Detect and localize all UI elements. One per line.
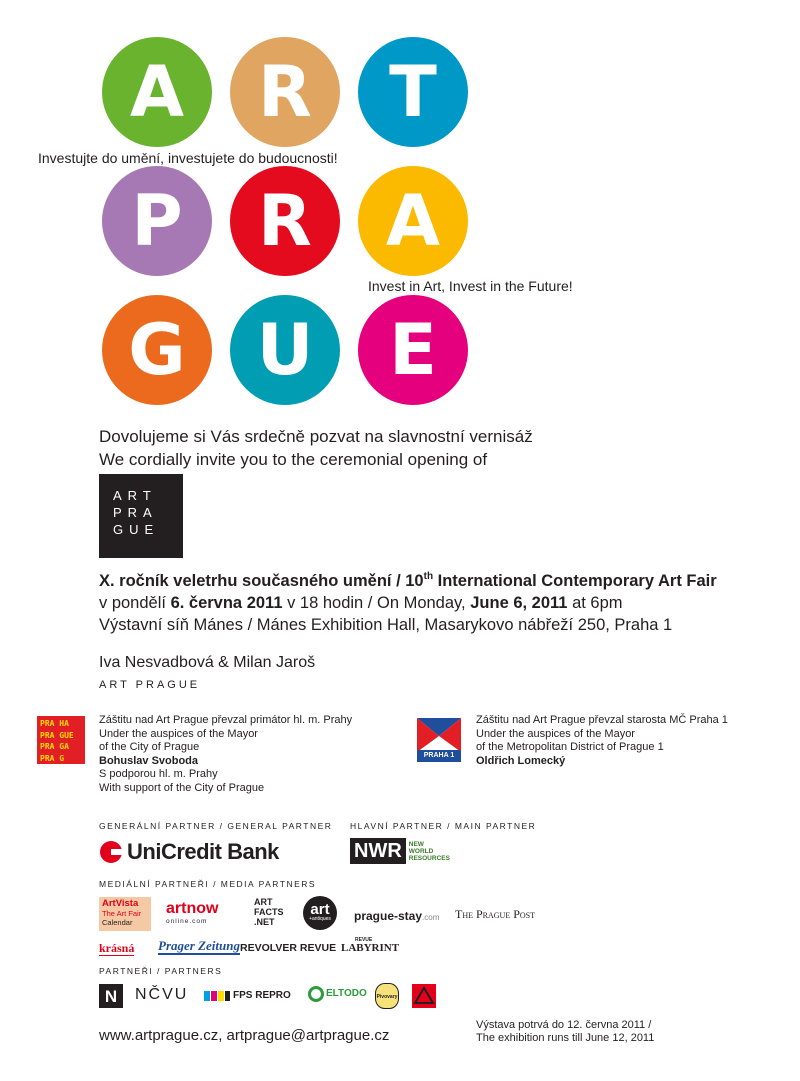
circle-letter: R: [230, 166, 340, 276]
artfacts-line: .NET: [254, 917, 275, 927]
krasna-logo: krásná: [99, 941, 135, 955]
labyrint-text: LABYRINT: [341, 942, 400, 954]
nwr-logo: [350, 838, 450, 864]
event-title-part: International Contemporary Art Fair: [433, 572, 717, 590]
circle-letter: A: [102, 37, 212, 147]
event-date-part: at 6pm: [567, 594, 623, 612]
organizers-sub: ART PRAGUE: [99, 679, 201, 691]
footer-note: [476, 1019, 654, 1045]
event-date: [99, 592, 717, 614]
n-logo: N: [99, 984, 123, 1008]
auspices-left: [99, 714, 352, 795]
unicredit-icon: [99, 840, 125, 864]
fps-text: FPS REPRO: [233, 990, 291, 1001]
auspices-line: Under the auspices of the Mayor: [99, 727, 258, 740]
circle-letter: P: [102, 166, 212, 276]
art-antiques-text: art: [310, 901, 330, 918]
event-date-part: v pondělí: [99, 594, 171, 612]
artfacts-line: FACTS: [254, 907, 284, 917]
artnow-logo: [166, 901, 218, 926]
eltodo-logo: [308, 986, 367, 1002]
auspices-line: With support of the City of Prague: [99, 781, 265, 794]
praha-city-logo: [37, 716, 85, 764]
event-date-cz: 6. června 2011: [170, 594, 283, 612]
eltodo-text: ELTODO: [326, 988, 367, 999]
circle-letter: A: [358, 166, 468, 276]
section-partners: PARTNEŘI / PARTNERS: [99, 966, 223, 976]
praha-logo-line: PRA G: [40, 753, 65, 763]
pivovary-logo: Pivovary: [375, 983, 399, 1009]
prager-zeitung-logo: Prager Zeitung: [158, 938, 240, 953]
footer-note-line: The exhibition runs till June 12, 2011: [476, 1032, 655, 1044]
fps-repro-logo: [204, 991, 291, 1001]
auspices-line: Záštitu nad Art Prague převzal starosta MČ Praha 1: [476, 714, 728, 726]
circle-letter: R: [230, 37, 340, 147]
event-title: [99, 570, 717, 592]
auspices-line: Záštitu nad Art Prague převzal primátor hl. m. Prahy: [99, 714, 353, 726]
artvista-logo: [99, 897, 151, 931]
auspices-line: of the Metropolitan District of Prague 1: [476, 741, 664, 753]
logo-line: GUE: [113, 522, 160, 537]
revolver-revue-logo: REVOLVER REVUE: [240, 942, 337, 954]
footer-note-line: Výstava potrvá do 12. června 2011 /: [476, 1019, 652, 1031]
auspices-line: S podporou hl. m. Prahy: [99, 768, 218, 780]
artnow-text: artnow: [166, 900, 219, 917]
prague-stay-text: prague-stay: [354, 909, 423, 923]
praha-logo-line: PRA GUE: [40, 730, 74, 740]
artvista-line: The Art Fair: [102, 908, 142, 918]
section-general-partner: GENERÁLNÍ PARTNER / GENERAL PARTNER: [99, 821, 333, 831]
invite-en: We cordially invite you to the ceremonial opening of: [99, 450, 488, 469]
event-title-sup: th: [423, 571, 434, 582]
section-main-partner: HLAVNÍ PARTNER / MAIN PARTNER: [350, 821, 537, 831]
unicredit-text: UniCredit Bank: [127, 839, 279, 864]
prague-stay-sub: .com: [422, 913, 440, 922]
nwr-subtext: [409, 841, 450, 862]
art-antiques-sub: +antiques: [309, 916, 331, 922]
nwr-sub-line: RESOURCES: [408, 854, 450, 862]
circle-letter: T: [358, 37, 468, 147]
artvista-title: ArtVista: [102, 898, 139, 909]
tagline-cz: Investujte do umění, investujete do budoucnosti!: [38, 150, 338, 166]
praha1-label: PRAHA 1: [417, 750, 461, 762]
event-date-part: v 18 hodin / On Monday,: [282, 594, 471, 612]
auspices-name: Bohuslav Svoboda: [99, 754, 199, 767]
labyrint-logo: [341, 938, 399, 954]
tagline-en: Invest in Art, Invest in the Future!: [368, 278, 573, 294]
prague-post-logo: The Prague Post: [455, 907, 536, 921]
logo-line: PRA: [113, 505, 158, 520]
nwr-sub-line: WORLD: [408, 847, 434, 855]
organizers: Iva Nesvadbová & Milan Jaroš: [99, 654, 316, 671]
fps-color-bars-icon: [204, 991, 230, 1001]
circle-letter: G: [102, 295, 212, 405]
event-details: [99, 570, 717, 636]
auspices-right: [476, 714, 728, 768]
circle-letter: E: [358, 295, 468, 405]
praha-logo-line: PRA GA: [40, 742, 69, 751]
event-venue: Výstavní síň Mánes / Mánes Exhibition Hall, Masarykovo nábřeží 250, Praha 1: [99, 616, 673, 634]
praha-logo-line: PRA HA: [40, 719, 69, 728]
art-antiques-logo: [303, 896, 337, 930]
invite-cz: Dovolujeme si Vás srdečně pozvat na slavnostní vernisáž: [99, 427, 533, 446]
circle-letter: U: [230, 295, 340, 405]
red-triangle-logo: [412, 984, 436, 1008]
artfacts-logo: [254, 897, 284, 927]
unicredit-logo: [99, 839, 279, 865]
footer-contact: www.artprague.cz, artprague@artprague.cz: [99, 1027, 390, 1044]
prague-stay-logo: [354, 908, 439, 924]
event-title-part: X. ročník veletrhu současného umění / 10: [99, 572, 424, 590]
event-date-en: June 6, 2011: [470, 594, 568, 612]
auspices-line: Under the auspices of the Mayor: [476, 727, 635, 740]
artfacts-line: ART: [254, 897, 273, 907]
ncvu-logo: NČVU: [135, 986, 189, 1003]
section-media-partners: MEDIÁLNÍ PARTNEŘI / MEDIA PARTNERS: [99, 879, 317, 889]
labyrint-small: REVUE: [355, 937, 373, 943]
praha1-logo: [415, 716, 463, 764]
auspices-line: of the City of Prague: [99, 741, 200, 753]
nwr-sub-line: NEW: [408, 840, 424, 848]
artnow-sub: online.com: [166, 918, 208, 925]
nwr-text: NWR: [350, 838, 406, 864]
artvista-line: Calendar: [102, 918, 133, 927]
auspices-name: Oldřich Lomecký: [476, 754, 566, 767]
eltodo-icon: [308, 986, 324, 1002]
triangle-icon: [412, 984, 436, 1008]
art-prague-logo: [99, 474, 183, 558]
logo-line: ART: [113, 488, 157, 503]
